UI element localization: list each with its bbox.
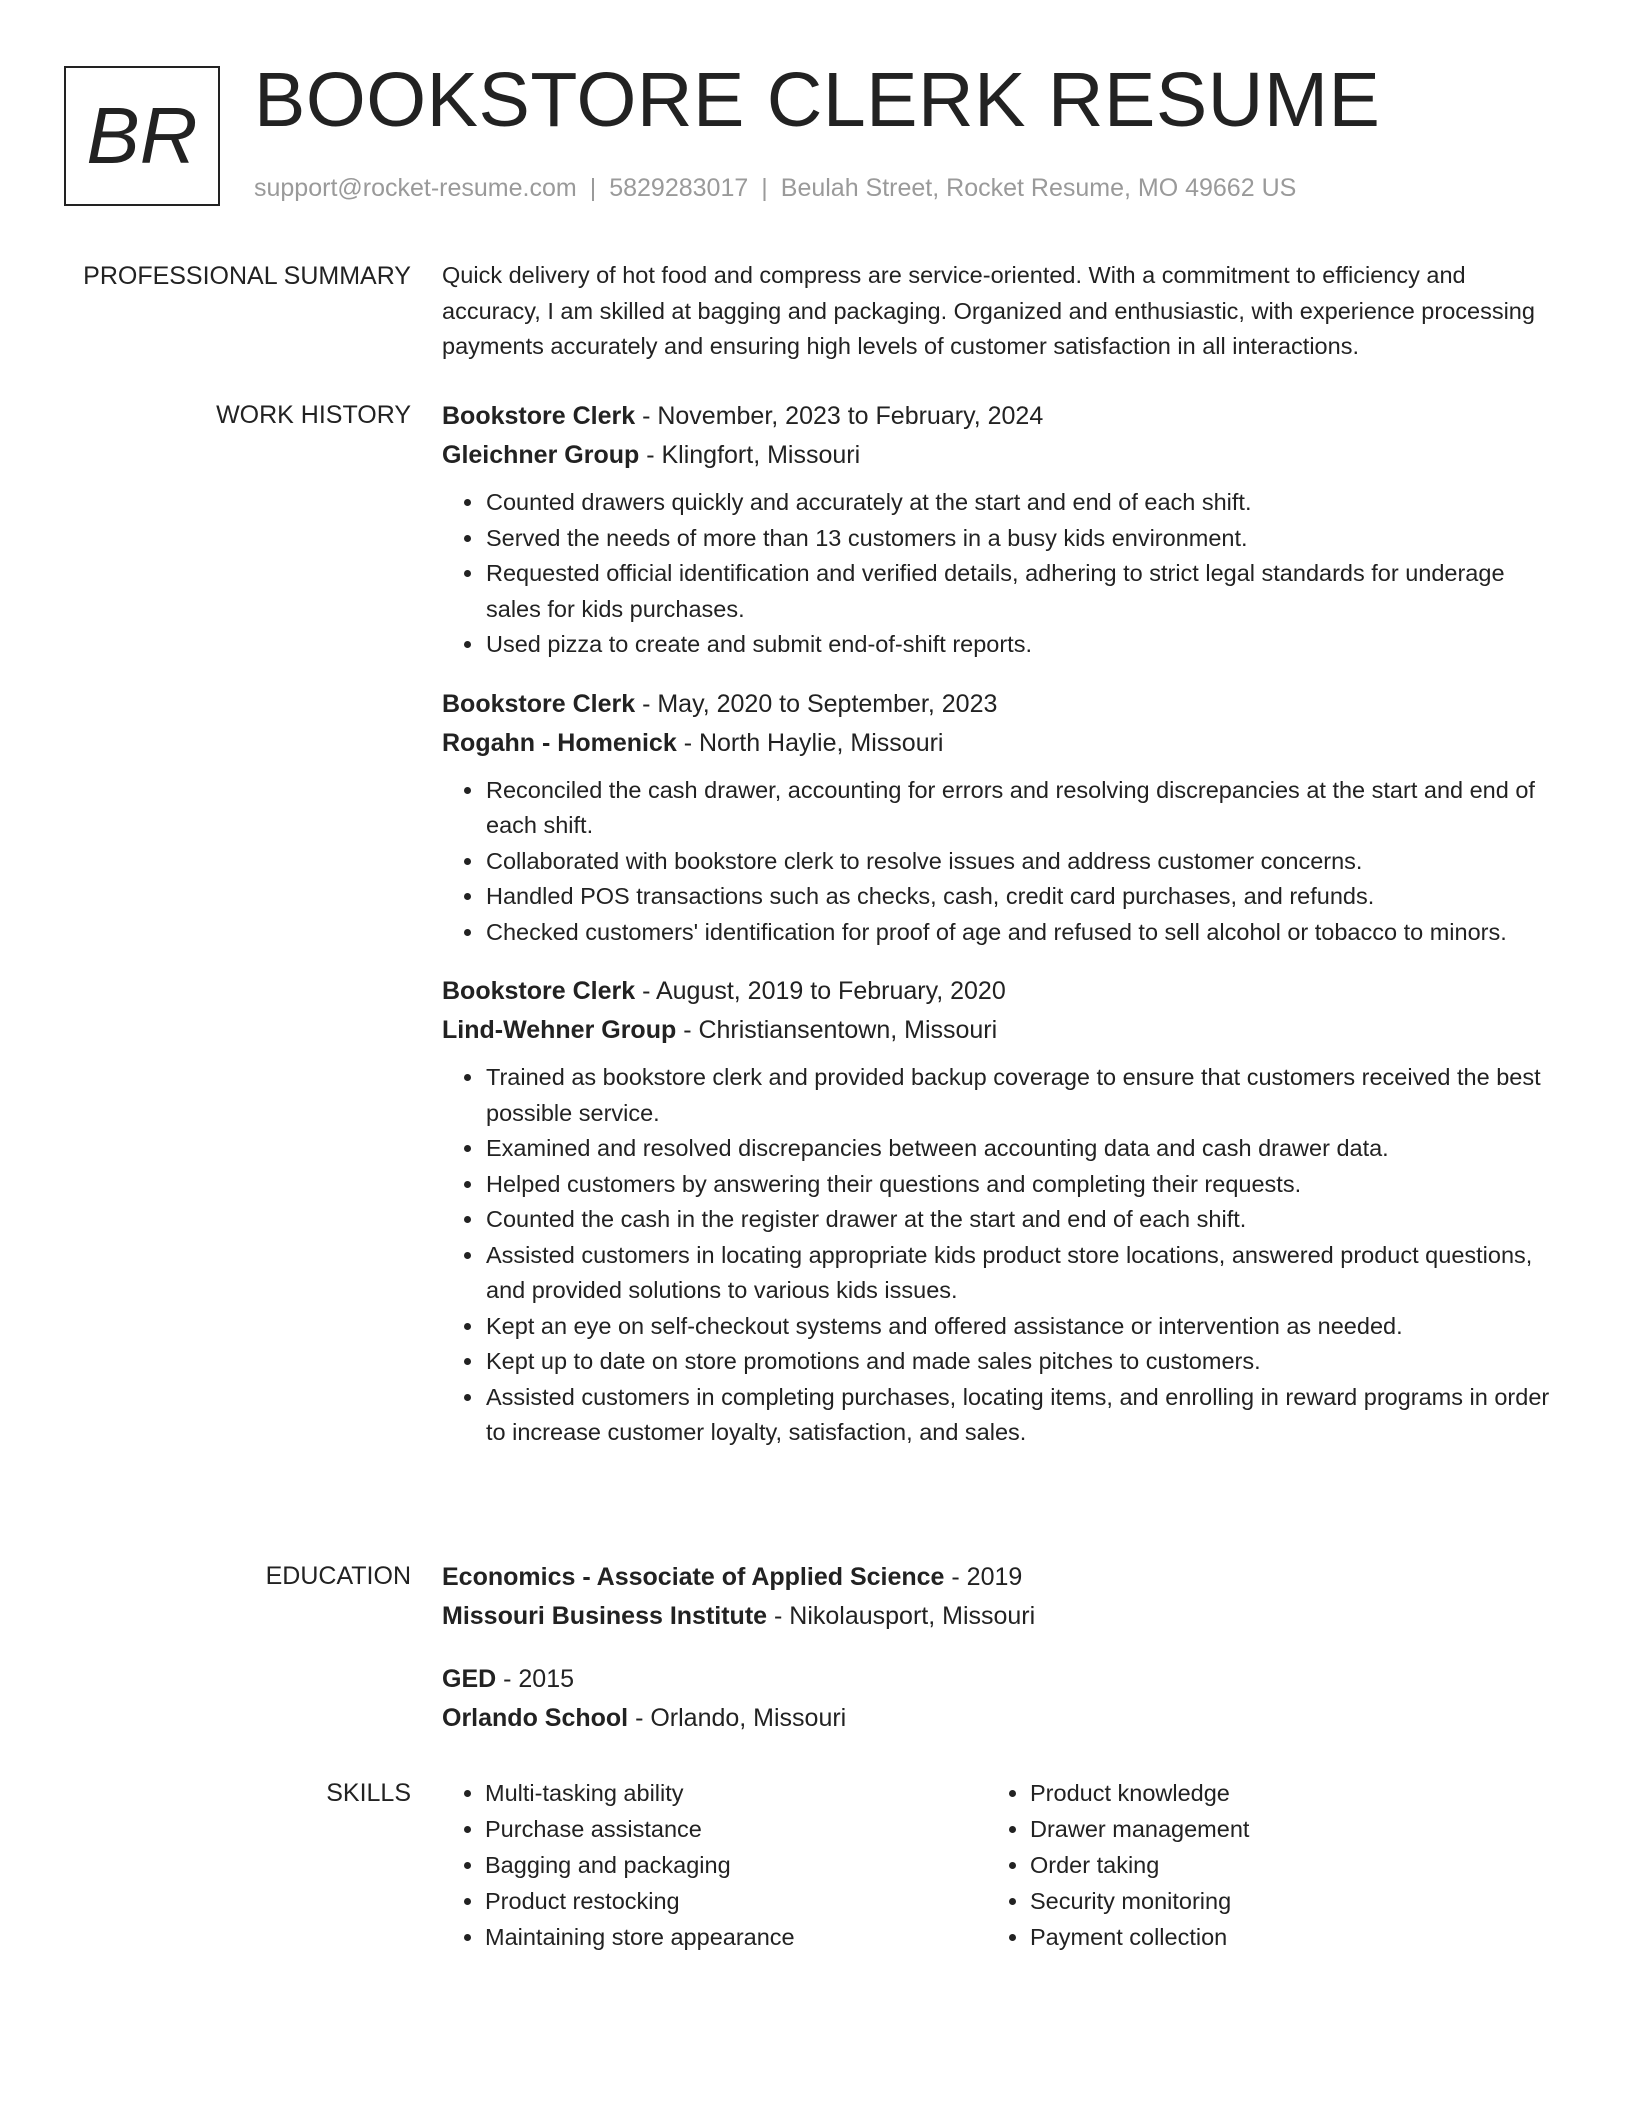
skill-item: • Product knowledge (1030, 1775, 1532, 1811)
job-company-line (442, 436, 1562, 475)
job-title-line (442, 685, 1562, 724)
job-title-line (442, 972, 1562, 1011)
skill-item: • Order taking (1030, 1847, 1532, 1883)
job-bullet: • Requested official identification and verified details, adhering to strict legal standards for underage sales for kids purchases. (485, 556, 1562, 627)
contact-email[interactable]: support@rocket-resume.com (254, 174, 577, 202)
resume-title: BOOKSTORE CLERK RESUME (254, 57, 1381, 143)
job-entry (442, 972, 1562, 1451)
job-location: - Christiansentown, Missouri (676, 1016, 998, 1044)
education-entry (442, 1660, 1562, 1738)
job-bullet: • Collaborated with bookstore clerk to resolve issues and address customer concerns. (485, 844, 1562, 880)
skills-column-left (442, 1775, 987, 1955)
job-bullet: • Trained as bookstore clerk and provided backup coverage to ensure that customers received the best possible service. (485, 1060, 1562, 1131)
job-title: Bookstore Clerk (442, 689, 636, 718)
job-bullets (442, 773, 1562, 951)
summary-heading: PROFESSIONAL SUMMARY (83, 262, 411, 290)
skills-content (442, 1775, 1562, 1955)
work-history-content (442, 397, 1562, 1473)
job-bullet: • Reconciled the cash drawer, accounting for errors and resolving discrepancies at the start and end of each shift. (485, 773, 1562, 844)
skill-item: • Multi-tasking ability (485, 1775, 987, 1811)
skill-item: • Payment collection (1030, 1919, 1532, 1955)
job-bullet: • Used pizza to create and submit end-of-shift reports. (485, 627, 1562, 663)
skill-item: • Security monitoring (1030, 1883, 1532, 1919)
job-dates: - August, 2019 to February, 2020 (635, 977, 1006, 1005)
skill-item: • Bagging and packaging (485, 1847, 987, 1883)
contact-address: Beulah Street, Rocket Resume, MO 49662 US (780, 174, 1297, 202)
job-bullets (442, 1060, 1562, 1451)
job-company-line (442, 1011, 1562, 1050)
job-title-line (442, 397, 1562, 436)
skill-item: • Purchase assistance (485, 1811, 987, 1847)
contact-separator: | (589, 174, 597, 202)
job-bullets (442, 485, 1562, 663)
contact-line (254, 174, 1296, 203)
education-degree-line (442, 1660, 1562, 1699)
contact-phone[interactable]: 5829283017 (609, 174, 749, 202)
skill-item: • Maintaining store appearance (485, 1919, 987, 1955)
skill-item: • Drawer management (1030, 1811, 1532, 1847)
job-bullet: • Helped customers by answering their questions and completing their requests. (485, 1167, 1562, 1203)
education-heading: EDUCATION (265, 1562, 411, 1590)
education-degree: GED (442, 1665, 497, 1693)
job-bullet: • Assisted customers in locating appropriate kids product store locations, answered product questions, and provided solutions to various kids issues. (485, 1238, 1562, 1309)
job-location: - North Haylie, Missouri (676, 728, 944, 757)
education-school-line (442, 1597, 1562, 1636)
job-bullet: • Counted drawers quickly and accurately at the start and end of each shift. (485, 485, 1562, 521)
skills-heading: SKILLS (326, 1779, 411, 1807)
job-title: Bookstore Clerk (442, 977, 636, 1005)
education-year: - 2019 (944, 1563, 1023, 1591)
job-bullet: • Assisted customers in completing purchases, locating items, and enrolling in reward programs in order to increase customer loyalty, satisfaction, and sales. (485, 1380, 1562, 1451)
job-bullet: • Examined and resolved discrepancies between accounting data and cash drawer data. (485, 1131, 1562, 1167)
job-company: Lind-Wehner Group (442, 1016, 677, 1044)
work-history-heading: WORK HISTORY (216, 401, 411, 429)
education-degree-line (442, 1558, 1562, 1597)
job-bullet: • Checked customers' identification for proof of age and refused to sell alcohol or tobacco to minors. (485, 915, 1562, 951)
job-bullet: • Counted the cash in the register drawer at the start and end of each shift. (485, 1202, 1562, 1238)
education-school-line (442, 1699, 1562, 1738)
job-company: Rogahn - Homenick (442, 728, 677, 757)
job-bullet: • Kept up to date on store promotions and made sales pitches to customers. (485, 1344, 1562, 1380)
education-school: Missouri Business Institute (442, 1602, 768, 1630)
job-bullet: • Handled POS transactions such as checks, cash, credit card purchases, and refunds. (485, 879, 1562, 915)
education-school: Orlando School (442, 1704, 629, 1732)
education-entry (442, 1558, 1562, 1636)
summary-content (442, 258, 1562, 365)
education-content (442, 1558, 1562, 1762)
job-dates: - November, 2023 to February, 2024 (635, 402, 1044, 430)
skills-column-right (987, 1775, 1532, 1955)
job-dates: - May, 2020 to September, 2023 (635, 689, 998, 718)
job-bullet: • Served the needs of more than 13 customers in a busy kids environment. (485, 521, 1562, 557)
education-year: - 2015 (496, 1665, 575, 1693)
job-bullet: • Kept an eye on self-checkout systems and offered assistance or intervention as needed. (485, 1309, 1562, 1345)
contact-separator: | (761, 174, 768, 202)
job-company: Gleichner Group (442, 441, 640, 469)
education-location: - Nikolausport, Missouri (767, 1602, 1036, 1630)
education-degree: Economics - Associate of Applied Science (442, 1563, 945, 1591)
skill-item: • Product restocking (485, 1883, 987, 1919)
job-location: - Klingfort, Missouri (639, 441, 861, 469)
job-entry (442, 397, 1562, 663)
monogram-logo: BR (64, 66, 220, 206)
job-title: Bookstore Clerk (442, 402, 636, 430)
job-entry (442, 685, 1562, 951)
job-company-line (442, 724, 1562, 763)
summary-text: Quick delivery of hot food and compress are service-oriented. With a commitment to efficiency and accuracy, I am skilled at bagging and packaging. Organized and enthusiastic, with experience processing payments accurately and ensuring high levels of customer satisfaction in all interactions. (442, 262, 1535, 359)
education-location: - Orlando, Missouri (628, 1704, 847, 1732)
